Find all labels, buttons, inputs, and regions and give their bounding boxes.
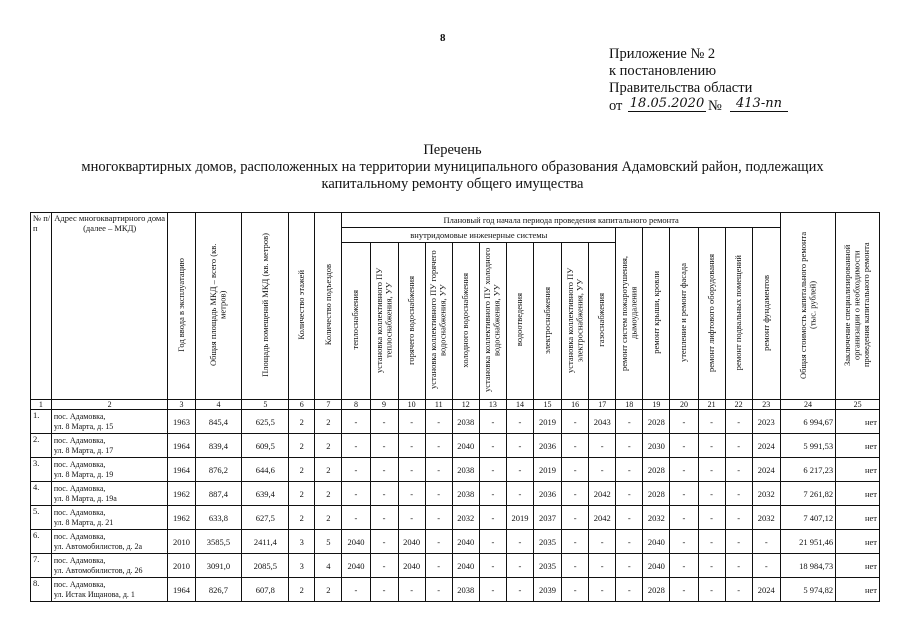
row-total-area: 839,4 — [195, 434, 242, 458]
row-plan-year-cell: - — [725, 410, 752, 434]
address-line: пос. Адамовка, — [53, 556, 106, 565]
row-plan-year-cell: 2040 — [342, 554, 370, 578]
row-plan-year-cell: - — [725, 578, 752, 602]
row-plan-year-cell: - — [698, 530, 725, 554]
address-line: ул. 8 Марта, д. 21 — [53, 517, 114, 527]
address-line: ул. Автомобилистов, д. 2а — [53, 541, 143, 551]
handwritten-date: 18.05.2020 — [629, 96, 705, 111]
row-plan-year-cell: - — [479, 578, 506, 602]
row-number: 2. — [31, 434, 52, 458]
row-cost: 7 261,82 — [780, 482, 835, 506]
row-plan-year-cell: - — [398, 458, 425, 482]
column-number: 11 — [425, 400, 452, 410]
header-floors: Количество этажей — [289, 213, 315, 400]
row-plan-year-cell: - — [425, 554, 452, 578]
column-number: 18 — [616, 400, 643, 410]
table-row — [31, 458, 880, 482]
table-row — [31, 410, 880, 434]
row-premises-area: 2411,4 — [242, 530, 289, 554]
row-entrances: 2 — [315, 482, 342, 506]
header-col: водоотведения — [506, 243, 533, 400]
table-row — [31, 554, 880, 578]
header-col: ремонт крыши, кровли — [643, 228, 670, 400]
row-year: 2010 — [168, 530, 195, 554]
address-line: ул. 8 Марта, д. 17 — [53, 445, 114, 455]
row-plan-year-cell: - — [616, 578, 643, 602]
row-plan-year-cell: - — [506, 410, 533, 434]
row-cost: 6 994,67 — [780, 410, 835, 434]
header-cost: Общая стоимость капитального ремонта (тыс. рублей) — [780, 213, 835, 400]
address-line: пос. Адамовка, — [53, 460, 106, 469]
column-number: 16 — [562, 400, 589, 410]
row-floors: 3 — [289, 554, 315, 578]
row-plan-year-cell: - — [616, 482, 643, 506]
row-address — [51, 554, 168, 578]
row-floors: 3 — [289, 530, 315, 554]
column-number: 4 — [195, 400, 242, 410]
column-number: 9 — [370, 400, 398, 410]
column-number: 23 — [752, 400, 780, 410]
row-cost: 6 217,23 — [780, 458, 835, 482]
row-entrances: 5 — [315, 530, 342, 554]
handwritten-number: 413-пп — [730, 96, 788, 112]
row-conclusion: нет — [836, 482, 880, 506]
row-entrances: 2 — [315, 434, 342, 458]
row-plan-year-cell: - — [725, 482, 752, 506]
row-plan-year-cell: - — [562, 530, 589, 554]
column-number: 13 — [479, 400, 506, 410]
row-plan-year-cell: - — [670, 578, 698, 602]
row-floors: 2 — [289, 506, 315, 530]
appendix-date-line — [609, 98, 622, 115]
row-plan-year-cell: - — [589, 434, 616, 458]
row-entrances: 2 — [315, 506, 342, 530]
column-number: 17 — [589, 400, 616, 410]
row-plan-year-cell: - — [725, 434, 752, 458]
row-floors: 2 — [289, 434, 315, 458]
row-plan-year-cell: - — [562, 578, 589, 602]
address-line: пос. Адамовка, — [53, 532, 106, 541]
row-plan-year-cell: - — [425, 482, 452, 506]
row-plan-year-cell: - — [670, 530, 698, 554]
row-premises-area: 2085,5 — [242, 554, 289, 578]
row-plan-year-cell: 2040 — [342, 530, 370, 554]
row-plan-year-cell: - — [725, 530, 752, 554]
row-plan-year-cell: - — [562, 434, 589, 458]
column-number: 7 — [315, 400, 342, 410]
row-plan-year-cell: - — [670, 434, 698, 458]
address-line: пос. Адамовка, — [53, 436, 106, 445]
row-address — [51, 482, 168, 506]
column-number: 1 — [31, 400, 52, 410]
row-plan-year-cell: - — [752, 554, 780, 578]
header-premises-area: Площадь помещений МКД (кв. метров) — [242, 213, 289, 400]
row-total-area: 887,4 — [195, 482, 242, 506]
row-plan-year-cell: 2040 — [398, 530, 425, 554]
row-plan-year-cell: - — [506, 530, 533, 554]
row-plan-year-cell: - — [698, 458, 725, 482]
row-plan-year-cell: - — [342, 506, 370, 530]
address-line: ул. 8 Марта, д. 19а — [53, 493, 117, 503]
row-plan-year-cell: 2040 — [452, 530, 479, 554]
row-plan-year-cell: - — [370, 434, 398, 458]
row-plan-year-cell: - — [725, 506, 752, 530]
row-plan-year-cell: - — [670, 410, 698, 434]
header-col: ремонт систем пожаротушения, дымоудаления — [616, 228, 643, 400]
row-premises-area: 627,5 — [242, 506, 289, 530]
header-col: холодного водоснабжения — [452, 243, 479, 400]
row-plan-year-cell: 2042 — [589, 506, 616, 530]
row-plan-year-cell: - — [562, 458, 589, 482]
header-col: установка коллективного ПУ электроснабжения, УУ — [562, 243, 589, 400]
row-address — [51, 578, 168, 602]
column-number: 25 — [836, 400, 880, 410]
row-plan-year-cell: 2035 — [534, 554, 562, 578]
row-plan-year-cell: 2037 — [534, 506, 562, 530]
row-plan-year-cell: 2024 — [752, 434, 780, 458]
row-number: 6. — [31, 530, 52, 554]
row-year: 1962 — [168, 506, 195, 530]
row-plan-year-cell: 2042 — [589, 482, 616, 506]
row-plan-year-cell: - — [425, 506, 452, 530]
address-line: ул. 8 Марта, д. 19 — [53, 469, 114, 479]
header-col: ремонт подвальных помещений — [725, 228, 752, 400]
header-col: установка коллективного ПУ горячего водоснабжения, УУ — [425, 243, 452, 400]
row-plan-year-cell: - — [698, 578, 725, 602]
row-plan-year-cell: 2024 — [752, 458, 780, 482]
address-line: ул. Автомобилистов, д. 26 — [53, 565, 143, 575]
row-total-area: 3091,0 — [195, 554, 242, 578]
row-cost: 7 407,12 — [780, 506, 835, 530]
row-plan-year-cell: - — [479, 506, 506, 530]
row-address — [51, 458, 168, 482]
row-plan-year-cell: - — [479, 530, 506, 554]
column-number: 15 — [534, 400, 562, 410]
row-plan-year-cell: - — [506, 554, 533, 578]
header-col: горячего водоснабжения — [398, 243, 425, 400]
header-col: установка коллективного ПУ теплоснабжения, УУ — [370, 243, 398, 400]
row-plan-year-cell: - — [506, 434, 533, 458]
row-plan-year-cell: 2043 — [589, 410, 616, 434]
row-floors: 2 — [289, 578, 315, 602]
row-plan-year-cell: - — [698, 482, 725, 506]
row-plan-year-cell: 2036 — [534, 482, 562, 506]
header-col: газоснабжения — [589, 243, 616, 400]
row-total-area: 826,7 — [195, 578, 242, 602]
column-number: 8 — [342, 400, 370, 410]
row-plan-year-cell: 2028 — [643, 458, 670, 482]
row-plan-year-cell: - — [562, 554, 589, 578]
header-col: электроснабжения — [534, 243, 562, 400]
row-plan-year-cell: - — [398, 434, 425, 458]
row-plan-year-cell: - — [342, 458, 370, 482]
row-conclusion: нет — [836, 530, 880, 554]
row-plan-year-cell: - — [425, 578, 452, 602]
row-year: 1962 — [168, 482, 195, 506]
row-entrances: 2 — [315, 458, 342, 482]
column-number: 3 — [168, 400, 195, 410]
row-plan-year-cell: 2040 — [452, 554, 479, 578]
row-plan-year-cell: - — [670, 482, 698, 506]
row-plan-year-cell: - — [342, 410, 370, 434]
row-number: 3. — [31, 458, 52, 482]
row-year: 2010 — [168, 554, 195, 578]
column-number: 5 — [242, 400, 289, 410]
header-year: Год ввода в эксплуатацию — [168, 213, 195, 400]
row-plan-year-cell: - — [616, 410, 643, 434]
row-plan-year-cell: - — [479, 434, 506, 458]
row-address — [51, 506, 168, 530]
repair-table — [30, 212, 880, 602]
row-number: 8. — [31, 578, 52, 602]
row-plan-year-cell: - — [398, 410, 425, 434]
row-plan-year-cell: - — [616, 530, 643, 554]
appendix-from-label: от — [609, 98, 623, 114]
row-cost: 21 951,46 — [780, 530, 835, 554]
row-premises-area: 639,4 — [242, 482, 289, 506]
row-plan-year-cell: - — [370, 458, 398, 482]
row-year: 1964 — [168, 578, 195, 602]
row-plan-year-cell: - — [370, 578, 398, 602]
row-plan-year-cell: - — [506, 482, 533, 506]
header-num: № п/п — [31, 213, 52, 400]
row-plan-year-cell: - — [589, 578, 616, 602]
row-cost: 5 974,82 — [780, 578, 835, 602]
row-plan-year-cell: - — [370, 554, 398, 578]
row-number: 7. — [31, 554, 52, 578]
row-conclusion: нет — [836, 554, 880, 578]
row-plan-year-cell: 2039 — [534, 578, 562, 602]
row-entrances: 2 — [315, 578, 342, 602]
header-col: теплоснабжения — [342, 243, 370, 400]
row-plan-year-cell: 2038 — [452, 410, 479, 434]
row-plan-year-cell: 2030 — [643, 434, 670, 458]
row-conclusion: нет — [836, 458, 880, 482]
row-plan-year-cell: - — [398, 482, 425, 506]
row-year: 1964 — [168, 458, 195, 482]
row-floors: 2 — [289, 482, 315, 506]
row-conclusion: нет — [836, 578, 880, 602]
row-address — [51, 410, 168, 434]
row-plan-year-cell: - — [370, 530, 398, 554]
column-number: 10 — [398, 400, 425, 410]
column-number: 14 — [506, 400, 533, 410]
row-plan-year-cell: 2036 — [534, 434, 562, 458]
row-conclusion: нет — [836, 506, 880, 530]
row-plan-year-cell: - — [752, 530, 780, 554]
column-number: 24 — [780, 400, 835, 410]
document-subtitle: капитальному ремонту общего имущества — [321, 176, 584, 192]
row-number: 1. — [31, 410, 52, 434]
header-col: утепление и ремонт фасада — [670, 228, 698, 400]
row-plan-year-cell: - — [562, 506, 589, 530]
row-plan-year-cell: 2024 — [752, 578, 780, 602]
row-plan-year-cell: - — [370, 410, 398, 434]
row-plan-year-cell: - — [425, 458, 452, 482]
row-plan-year-cell: - — [698, 554, 725, 578]
row-plan-year-cell: 2040 — [452, 434, 479, 458]
row-plan-year-cell: 2040 — [643, 554, 670, 578]
row-plan-year-cell: - — [479, 458, 506, 482]
row-plan-year-cell: - — [479, 554, 506, 578]
row-cost: 5 991,53 — [780, 434, 835, 458]
row-plan-year-cell: - — [589, 458, 616, 482]
document-subtitle: многоквартирных домов, расположенных на территории муниципального образования Адамовский район, подлежащих — [81, 159, 824, 175]
row-address — [51, 530, 168, 554]
column-number: 20 — [670, 400, 698, 410]
number-sign: № — [708, 98, 722, 114]
row-plan-year-cell: - — [479, 482, 506, 506]
row-number: 5. — [31, 506, 52, 530]
row-plan-year-cell: - — [562, 410, 589, 434]
row-plan-year-cell: - — [725, 554, 752, 578]
row-conclusion: нет — [836, 434, 880, 458]
column-number-row — [31, 400, 880, 410]
appendix-line: к постановлению — [609, 63, 717, 79]
row-plan-year-cell: - — [616, 458, 643, 482]
appendix-line: Приложение № 2 — [609, 46, 716, 62]
address-line: пос. Адамовка, — [53, 484, 106, 493]
address-line: ул. Истак Ищанова, д. 1 — [53, 589, 135, 599]
document-title: Перечень — [423, 142, 482, 158]
row-plan-year-cell: - — [589, 554, 616, 578]
row-plan-year-cell: - — [342, 482, 370, 506]
row-plan-year-cell: - — [506, 578, 533, 602]
row-plan-year-cell: 2040 — [643, 530, 670, 554]
table-row — [31, 506, 880, 530]
header-col: ремонт фундаментов — [752, 228, 780, 400]
row-plan-year-cell: 2040 — [398, 554, 425, 578]
row-total-area: 3585,5 — [195, 530, 242, 554]
row-entrances: 4 — [315, 554, 342, 578]
row-plan-year-cell: - — [370, 482, 398, 506]
row-plan-year-cell: - — [616, 434, 643, 458]
column-number: 22 — [725, 400, 752, 410]
row-premises-area: 609,5 — [242, 434, 289, 458]
row-plan-year-cell: - — [698, 506, 725, 530]
header-address: Адрес многоквартирного дома (далее – МКД) — [51, 213, 168, 400]
row-plan-year-cell: 2032 — [452, 506, 479, 530]
row-plan-year-cell: - — [479, 410, 506, 434]
row-conclusion: нет — [836, 410, 880, 434]
row-floors: 2 — [289, 410, 315, 434]
column-number: 19 — [643, 400, 670, 410]
row-plan-year-cell: 2028 — [643, 410, 670, 434]
header-plan-year: Плановый год начала периода проведения капитального ремонта — [342, 213, 781, 228]
table-row — [31, 530, 880, 554]
header-engineering: внутридомовые инженерные системы — [342, 228, 616, 243]
row-plan-year-cell: - — [670, 458, 698, 482]
row-plan-year-cell: - — [425, 530, 452, 554]
header-conclusion: Заключение специализированной организации о необходимости проведения капитального ремонта — [836, 213, 880, 400]
row-plan-year-cell: 2035 — [534, 530, 562, 554]
row-plan-year-cell: - — [725, 458, 752, 482]
row-plan-year-cell: - — [616, 554, 643, 578]
row-plan-year-cell: 2038 — [452, 482, 479, 506]
row-total-area: 876,2 — [195, 458, 242, 482]
column-number: 6 — [289, 400, 315, 410]
row-plan-year-cell: 2028 — [643, 578, 670, 602]
row-plan-year-cell: - — [616, 506, 643, 530]
row-plan-year-cell: 2032 — [752, 482, 780, 506]
row-plan-year-cell: - — [425, 410, 452, 434]
row-plan-year-cell: 2028 — [643, 482, 670, 506]
row-number: 4. — [31, 482, 52, 506]
row-year: 1963 — [168, 410, 195, 434]
address-line: пос. Адамовка, — [53, 412, 106, 421]
row-plan-year-cell: - — [698, 410, 725, 434]
row-year: 1964 — [168, 434, 195, 458]
header-col: ремонт лифтового оборудования — [698, 228, 725, 400]
row-premises-area: 607,8 — [242, 578, 289, 602]
row-premises-area: 644,6 — [242, 458, 289, 482]
appendix-line: Правительства области — [609, 80, 753, 96]
header-entrances: Количество подъездов — [315, 213, 342, 400]
row-plan-year-cell: - — [670, 554, 698, 578]
row-plan-year-cell: 2032 — [643, 506, 670, 530]
address-line: пос. Адамовка, — [53, 580, 106, 589]
row-entrances: 2 — [315, 410, 342, 434]
row-plan-year-cell: 2019 — [506, 506, 533, 530]
row-total-area: 633,8 — [195, 506, 242, 530]
row-plan-year-cell: - — [425, 434, 452, 458]
table-row — [31, 434, 880, 458]
row-plan-year-cell: - — [370, 506, 398, 530]
row-total-area: 845,4 — [195, 410, 242, 434]
header-col: установка коллективного ПУ холодного водоснабжения, УУ — [479, 243, 506, 400]
row-premises-area: 625,5 — [242, 410, 289, 434]
row-plan-year-cell: - — [342, 578, 370, 602]
row-plan-year-cell: 2019 — [534, 410, 562, 434]
row-plan-year-cell: 2019 — [534, 458, 562, 482]
row-address — [51, 434, 168, 458]
column-number: 2 — [51, 400, 168, 410]
row-floors: 2 — [289, 458, 315, 482]
header-total-area: Общая площадь МКД – всего (кв. метров) — [195, 213, 242, 400]
row-plan-year-cell: - — [398, 506, 425, 530]
column-number: 21 — [698, 400, 725, 410]
row-plan-year-cell: - — [670, 506, 698, 530]
row-plan-year-cell: - — [506, 458, 533, 482]
row-cost: 18 984,73 — [780, 554, 835, 578]
column-number: 12 — [452, 400, 479, 410]
row-plan-year-cell: 2038 — [452, 458, 479, 482]
row-plan-year-cell: - — [398, 578, 425, 602]
row-plan-year-cell: - — [342, 434, 370, 458]
row-plan-year-cell: - — [589, 530, 616, 554]
page-number: 8 — [440, 32, 446, 44]
row-plan-year-cell: 2023 — [752, 410, 780, 434]
address-line: ул. 8 Марта, д. 15 — [53, 421, 114, 431]
row-plan-year-cell: 2038 — [452, 578, 479, 602]
table-row — [31, 482, 880, 506]
row-plan-year-cell: 2032 — [752, 506, 780, 530]
table-row — [31, 578, 880, 602]
address-line: пос. Адамовка, — [53, 508, 106, 517]
row-plan-year-cell: - — [698, 434, 725, 458]
row-plan-year-cell: - — [562, 482, 589, 506]
